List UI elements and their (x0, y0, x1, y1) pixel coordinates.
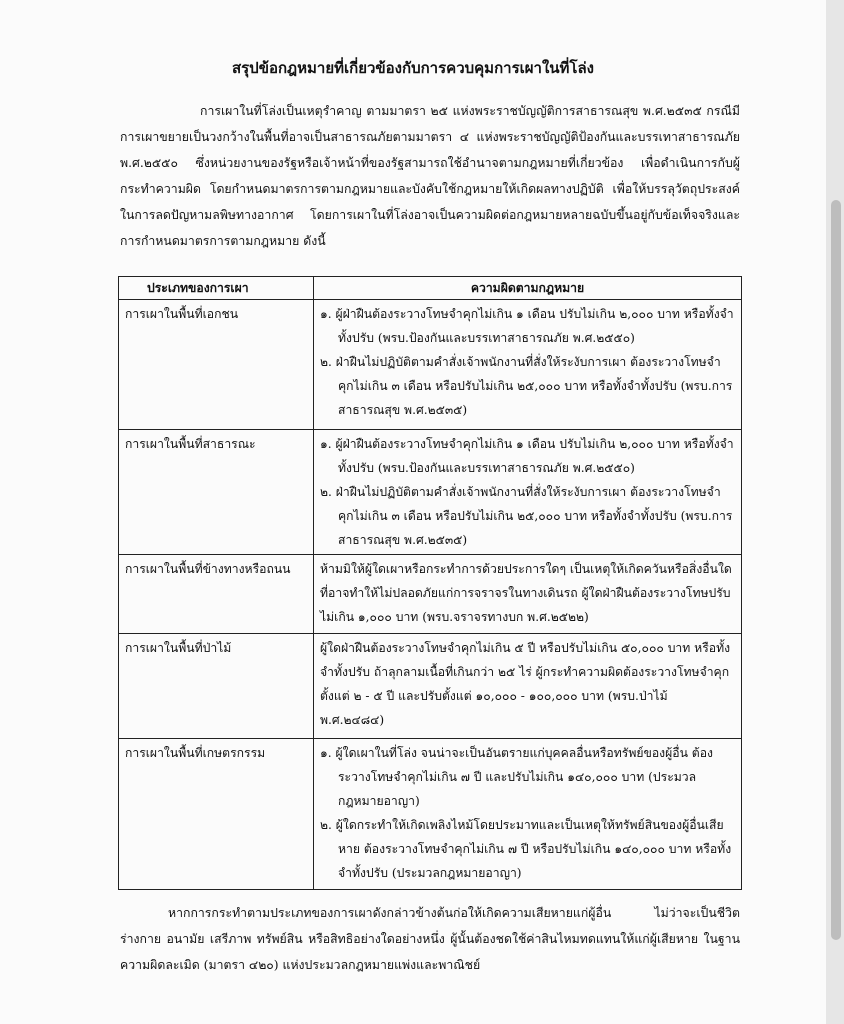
table-row (119, 634, 742, 739)
table-row (119, 739, 742, 890)
closing-paragraph (120, 900, 740, 978)
header-legal-offense: ความผิดตามกฎหมาย (314, 277, 742, 300)
penalty-item: ๒. ผู้ใดกระทำให้เกิดเพลิงไหม้โดยประมาทและเป็นเหตุให้ทรัพย์สินของผู้อื่นเสียหาย ต้องระวางโทษจำคุกไม่เกิน ๗ ปี หรือปรับไม่เกิน ๑๔๐,๐๐๐ บาท หรือทั้งจำทั้งปรับ (ประมวลกฎหมายอาญา) (320, 818, 732, 880)
table-row (119, 430, 742, 555)
zone-agricultural: การเผาในพื้นที่เกษตรกรรม (119, 739, 314, 890)
header-burn-type: ประเภทของการเผา (119, 277, 314, 300)
scrollbar-thumb[interactable] (831, 200, 841, 940)
zone-roadside: การเผาในพื้นที่ข้างทางหรือถนน (119, 555, 314, 634)
scrollbar-track[interactable] (826, 0, 844, 1024)
penalty-item: ๒. ฝ่าฝืนไม่ปฏิบัติตามคำสั่งเจ้าพนักงานที่สั่งให้ระงับการเผา ต้องระวางโทษจำคุกไม่เกิน ๓ เดือน หรือปรับไม่เกิน ๒๕,๐๐๐ บาท หรือทั้งจำทั้งปรับ (พรบ.การสาธารณสุข พ.ศ.๒๕๓๕) (320, 355, 733, 417)
zone-public-land: การเผาในพื้นที่สาธารณะ (119, 430, 314, 555)
penalty-item: ๑. ผู้ฝ่าฝืนต้องระวางโทษจำคุกไม่เกิน ๑ เดือน ปรับไม่เกิน ๒,๐๐๐ บาท หรือทั้งจำทั้งปรับ (พรบ.ป้องกันและบรรเทาสาธารณภัย พ.ศ.๒๕๕๐) (320, 307, 734, 345)
zone-private-land: การเผาในพื้นที่เอกชน (119, 300, 314, 430)
penalty-item: ๒. ฝ่าฝืนไม่ปฏิบัติตามคำสั่งเจ้าพนักงานที่สั่งให้ระงับการเผา ต้องระวางโทษจำคุกไม่เกิน ๓ เดือน หรือปรับไม่เกิน ๒๕,๐๐๐ บาท หรือทั้งจำทั้งปรับ (พรบ.การสาธารณสุข พ.ศ.๒๕๓๕) (320, 485, 733, 547)
page-title: สรุปข้อกฎหมายที่เกี่ยวข้องกับการควบคุมการเผาในที่โล่ง (231, 59, 595, 77)
penalty-item: ๑. ผู้ฝ่าฝืนต้องระวางโทษจำคุกไม่เกิน ๑ เดือน ปรับไม่เกิน ๒,๐๐๐ บาท หรือทั้งจำทั้งปรับ (พรบ.ป้องกันและบรรเทาสาธารณภัย พ.ศ.๒๕๕๐) (320, 437, 734, 475)
penalty-cell (314, 430, 742, 555)
table-row (119, 300, 742, 430)
table-header-row (119, 277, 742, 300)
table-row (119, 555, 742, 634)
intro-paragraph (120, 98, 740, 254)
zone-forest: การเผาในพื้นที่ป่าไม้ (119, 634, 314, 739)
intro-text: การเผาในที่โล่งเป็นเหตุรำคาญ ตามมาตรา ๒๕ แห่งพระราชบัญญัติการสาธารณสุข พ.ศ.๒๕๓๕ กรณีมีการเผาขยายเป็นวงกว้างในพื้นที่อาจเป็นสาธารณภัยตามมาตรา ๔ แห่งพระราชบัญญัติป้องกันและบรรเทาสาธารณภัย พ.ศ.๒๕๕๐ ซึ่งหน่วยงานของรัฐหรือเจ้าหน้าที่ของรัฐสามารถใช้อำนาจตามกฎหมายที่เกี่ยวข้อง เพื่อดำเนินการกับผู้กระทำความผิด โดยกำหนดมาตรการตามกฎหมายและบังคับใช้กฎหมายให้เกิดผลทางปฏิบัติ เพื่อให้บรรลุวัตถุประสงค์ในการลดปัญหามลพิษทางอากาศ โดยการเผาในที่โล่งอาจเป็นความผิดต่อกฎหมายหลายฉบับขึ้นอยู่กับข้อเท็จจริงและการกำหนดมาตรการตามกฎหมาย ดังนี้ (120, 104, 740, 248)
penalty-cell: ห้ามมิให้ผู้ใดเผาหรือกระทำการด้วยประการใดๆ เป็นเหตุให้เกิดควันหรือสิ่งอื่นใด ที่อาจทำให้ไม่ปลอดภัยแก่การจราจรในทางเดินรถ ผู้ใดฝ่าฝืนต้องระวางโทษปรับไม่เกิน ๑,๐๐๐ บาท (พรบ.จราจรทางบก พ.ศ.๒๕๒๒) (314, 555, 742, 634)
penalty-cell: ผู้ใดฝ่าฝืนต้องระวางโทษจำคุกไม่เกิน ๕ ปี หรือปรับไม่เกิน ๕๐,๐๐๐ บาท หรือทั้งจำทั้งปรับ ถ้าลุกลามเนื้อที่เกินกว่า ๒๕ ไร่ ผู้กระทำความผิดต้องระวางโทษจำคุก ตั้งแต่ ๒ - ๕ ปี และปรับตั้งแต่ ๑๐,๐๐๐ - ๑๐๐,๐๐๐ บาท (พรบ.ป่าไม้ พ.ศ.๒๔๘๔) (314, 634, 742, 739)
penalty-item: ๑. ผู้ใดเผาในที่โล่ง จนน่าจะเป็นอันตรายแก่บุคคลอื่นหรือทรัพย์ของผู้อื่น ต้องระวางโทษจำคุกไม่เกิน ๗ ปี และปรับไม่เกิน ๑๔๐,๐๐๐ บาท (ประมวลกฎหมายอาญา) (320, 746, 713, 808)
law-table (118, 276, 742, 890)
closing-text: หากการกระทำตามประเภทของการเผาดังกล่าวข้างต้นก่อให้เกิดความเสียหายแก่ผู้อื่น ไม่ว่าจะเป็นชีวิต ร่างกาย อนามัย เสรีภาพ ทรัพย์สิน หรือสิทธิอย่างใดอย่างหนึ่ง ผู้นั้นต้องชดใช้ค่าสินไหมทดแทนให้แก่ผู้เสียหาย ในฐานความผิดละเมิด (มาตรา ๔๒๐) แห่งประมวลกฎหมายแพ่งและพาณิชย์ (120, 906, 740, 972)
penalty-cell (314, 300, 742, 430)
penalty-cell (314, 739, 742, 890)
